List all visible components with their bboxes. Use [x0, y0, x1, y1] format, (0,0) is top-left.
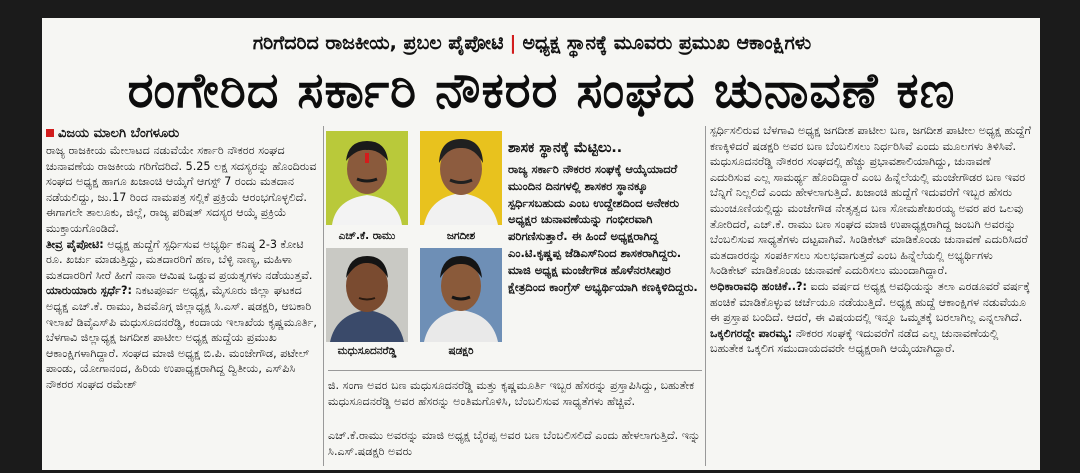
col1-para-2-lead: ತೀವ್ರ ಪೈಪೋಟಿ: — [46, 237, 104, 251]
bottom-para-1: ಜಿ. ಸಂಗಾ ಅವರ ಬಣ ಮಧುಸೂದನರೆಡ್ಡಿ ಮತ್ತು ಕೃಷ್ಣಮೂರ್ತಿ ಇಬ್ಬರ ಹೆಸರನ್ನು ಪ್ರಸ್ತಾಪಿಸಿದ್ದು, ಬಹುತೇಕ ಮಧುಸೂದನರೆಡ್ಡಿ ಅವರ ಹೆಸರನ್ನು ಅಂತಿಮಗೊಳಿಸಿ, ಬೆಂಬಲಿಸುವ ಸಾಧ್ಯತೆಗಳು ಹೆಚ್ಚಿವೆ. — [328, 379, 695, 408]
col3-para-4-text: ನೌಕರರ ಸಂಘಕ್ಕೆ ಇದುವರೆಗೆ ನಡೆದ ಎಲ್ಲ ಚುನಾವಣೆಯಲ್ಲಿ ಬಹುತೇಕ ಒಕ್ಕಲಿಗ ಸಮುದಾಯದವರೇ ಅಧ್ಯಕ್ಷರಾಗಿ ಆಯ್ಕೆಯಾಗಿದ್ದಾರೆ. — [710, 326, 999, 356]
photo-caption-3: ಮಧುಸೂದನರೆಡ್ಡಿ — [337, 345, 397, 357]
column-1 — [46, 143, 318, 463]
col1-para-2-text: ಅಧ್ಯಕ್ಷ ಹುದ್ದೆಗೆ ಸ್ಪರ್ಧಿಸುವ ಅಭ್ಯರ್ಥಿ ಕನಿಷ್ಠ 2-3 ಕೋಟಿ ರೂ. ಖರ್ಚು ಮಾಡುತ್ತಿದ್ದು, ಮತದಾರರಿಗೆ ಹಣ, ಬೆಳ್ಳಿ ನಾಣ್ಯ, ಮಹಿಳಾ ಮತದಾರರಿಗೆ ಸೀರೆ ಹೀಗೆ ನಾನಾ ಆಮಿಷ ಒಡ್ಡುವ ಪ್ರಯತ್ನಗಳು ನಡೆಯುತ್ತವೆ. — [46, 237, 313, 282]
newspaper-clipping — [42, 18, 1040, 470]
sidebar-body: ರಾಜ್ಯ ಸರ್ಕಾರಿ ನೌಕರರ ಸಂಘಕ್ಕೆ ಆಯ್ಕೆಯಾದರೆ ಮುಂದಿನ ದಿನಗಳಲ್ಲಿ ಶಾಸಕರ ಸ್ಥಾನಕ್ಕೂ ಸ್ಪರ್ಧಿಸಬಹುದು ಎಂಬ ಉದ್ದೇಶದಿಂದ ಅನೇಕರು ಅಧ್ಯಕ್ಷರ ಚುನಾವಣೆಯನ್ನು ಗಂಭೀರವಾಗಿ ಪರಿಗಣಿಸುತ್ತಾರೆ. ಈ ಹಿಂದೆ ಅಧ್ಯಕ್ಷರಾಗಿದ್ದ ಎಂ.ಟಿ.ಕೃಷ್ಣಪ್ಪ ಜೆಡಿಎಸ್‌ನಿಂದ ಶಾಸಕರಾಗಿದ್ದರು. ಮಾಜಿ ಅಧ್ಯಕ್ಷ ಮಂಜೇಗೌಡ ಹೊಳೆನರಸೀಪುರ ಕ್ಷೇತ್ರದಿಂದ ಕಾಂಗ್ರೆಸ್ ಅಭ್ಯರ್ಥಿಯಾಗಿ ಕಣಕ್ಕಿಳಿದಿದ್ದರು. — [508, 162, 698, 294]
col3-para-4 — [710, 326, 1032, 357]
photo-caption-2: ಜಗದೀಶ — [446, 230, 476, 242]
col1-para-3-text: ನಿಕಟಪೂರ್ವ ಅಧ್ಯಕ್ಷ, ಮೈಸೂರು ಜಿಲ್ಲಾ ಘಟಕದ ಅಧ್ಯಕ್ಷ ಎಚ್.ಕೆ. ರಾಮು, ಶಿವಮೊಗ್ಗ ಜಿಲ್ಲಾಧ್ಯಕ್ಷ ಸಿ.ಎಸ್. ಷಡಕ್ಷರಿ, ಆಬಕಾರಿ ಇಲಾಖೆ ಡಿವೈಎಸ್‌ಪಿ ಮಧುಸೂದನರೆಡ್ಡಿ, ಕಂದಾಯ ಇಲಾಖೆಯ ಕೃಷ್ಣಮೂರ್ತಿ, ಬೆಳಗಾವಿ ಜಿಲ್ಲಾಧ್ಯಕ್ಷ ಜಗದೀಶ ಪಾಟೀಲ ಅಧ್ಯಕ್ಷ ಹುದ್ದೆಯ ಪ್ರಮುಖ ಆಕಾಂಕ್ಷಿಗಳಾಗಿದ್ದಾರೆ. ಸಂಘದ ಮಾಜಿ ಅಧ್ಯಕ್ಷ ಬಿ.ಪಿ. ಮಂಜೇಗೌಡ, ಪಟೇಲ್ ಪಾಂಡು, ಯೋಗಾನಂದ, ಹಿರಿಯ ಉಪಾಧ್ಯಕ್ಷರಾಗಿದ್ದ ದ್ವಿತೀಯ, ಎಸ್‌ಪಿಸಿ ನೌಕರರ ಸಂಘದ ರಮೇಶ್ — [46, 284, 317, 391]
bottom-para-2: ಎಚ್.ಕೆ.ರಾಮು ಅವರನ್ನು ಮಾಜಿ ಅಧ್ಯಕ್ಷ ಬೈರಪ್ಪ ಅವರ ಬಣ ಬೆಂಬಲಿಸಲಿದೆ ಎಂದು ಹೇಳಲಾಗುತ್ತಿದೆ. ಇನ್ನು ಸಿ.ಎಸ್.ಷಡಕ್ಷರಿ ಅವರು — [328, 429, 701, 458]
byline-text: ವಿಜಯ ಮಾಲಗಿ ಬೆಂಗಳೂರು — [58, 126, 180, 141]
col3-para-2: ಮಧುಸೂದನರೆಡ್ಡಿ ನೌಕರರ ಸಂಘದಲ್ಲಿ ಹೆಚ್ಚು ಪ್ರಭಾವಶಾಲಿಯಾಗಿದ್ದು, ಚುನಾವಣೆ ಎದುರಿಸುವ ಎಲ್ಲ ಸಾಮರ್ಥ್ಯ ಹೊಂದಿದ್ದಾರೆ ಎಂಬ ಹಿನ್ನೆಲೆಯಲ್ಲಿ ಮಂಜೇಗೌಡರ ಬಣ ಇವರ ಬೆನ್ನಿಗೆ ನಿಲ್ಲಲಿದೆ ಎಂದು ಹೇಳಲಾಗುತ್ತಿದೆ. ಖಜಾಂಚಿ ಹುದ್ದೆಗೆ ಇದುವರೆಗೆ ಇಬ್ಬರ ಹೆಸರು ಮುಂಚೂಣಿಯಲ್ಲಿದ್ದು ಮಂಜೇಗೌಡ ನೇತೃತ್ವದ ಬಣ ಸೋಮಶೇಖರಯ್ಯ ಅವರ ಪರ ಒಲವು ತೋರಿದರೆ, ಎಚ್.ಕೆ. ರಾಮು ಬಣ ಸಂಘದ ಮಾಜಿ ಉಪಾಧ್ಯಕ್ಷರಾಗಿದ್ದ ಜಂಬಗಿ ಅವರನ್ನು ಬೆಂಬಲಿಸುವ ಸಾಧ್ಯತೆಗಳು ದಟ್ಟವಾಗಿವೆ. ಸಿಂಡಿಕೇಟ್ ಮಾಡಿಕೊಂಡು ಚುನಾವಣೆ ಎದುರಿಸಿದರೆ ಮತದಾರರನ್ನು ಸಂಪರ್ಕಿಸಲು ಸುಲಭವಾಗುತ್ತದೆ ಎಂಬ ಹಿನ್ನೆಲೆಯಲ್ಲಿ ಅಭ್ಯರ್ಥಿಗಳು ಸಿಂಡಿಕೇಟ್ ಮಾಡಿಕೊಂಡು ಚುನಾವಣೆ ಎದುರಿಸಲು ಮುಂದಾಗಿದ್ದಾರೆ. — [710, 155, 1028, 278]
byline — [46, 126, 179, 141]
column-divider — [705, 126, 706, 466]
red-square-icon — [46, 129, 54, 137]
col1-para-2 — [46, 237, 318, 284]
kicker-left: ಗರಿಗೆದರಿದ ರಾಜಕೀಯ, ಪ್ರಬಲ ಪೈಪೋಟಿ — [252, 32, 504, 54]
photo-shadakshari — [420, 248, 502, 342]
sidebar-title: ಶಾಸಕ ಸ್ಥಾನಕ್ಕೆ ಮೆಟ್ಟಿಲು.. — [508, 140, 623, 156]
col3-para-3 — [710, 279, 1032, 326]
headline: ರಂಗೇರಿದ ಸರ್ಕಾರಿ ನೌಕರರ ಸಂಘದ ಚುನಾವಣೆ ಕಣ — [127, 62, 956, 119]
col3-para-1: ಸ್ಪರ್ಧಿಸಲಿರುವ ಬೆಳಗಾವಿ ಅಧ್ಯಕ್ಷ ಜಗದೀಶ ಪಾಟೀಲ ಬಣ, ಜಗದೀಶ ಪಾಟೀಲ ಅಧ್ಯಕ್ಷ ಹುದ್ದೆಗೆ ಕಣಕ್ಕಿಳಿದರೆ ಷಡಕ್ಷರಿ ಅವರ ಬಣ ಬೆಂಬಲಿಸಲು ನಿರ್ಧರಿಸಿವೆ ಎಂದು ಮೂಲಗಳು ತಿಳಿಸಿವೆ. — [710, 124, 1032, 153]
horizontal-divider — [328, 370, 702, 371]
photo-madhusudan-reddy — [326, 248, 408, 342]
kicker-separator: | — [509, 32, 517, 54]
photo-caption-4: ಷಡಕ್ಷರಿ — [448, 345, 474, 357]
col3-para-3-text: ಐದು ವರ್ಷದ ಅಧ್ಯಕ್ಷ ಅವಧಿಯನ್ನು ತಲಾ ಎರಡೂವರೆ ವರ್ಷಕ್ಕೆ ಹಂಚಿಕೆ ಮಾಡಿಕೊಳ್ಳುವ ಚರ್ಚೆಯೂ ನಡೆಯುತ್ತಿದೆ. ಅಧ್ಯಕ್ಷ ಹುದ್ದೆ ಆಕಾಂಕ್ಷಿಗಳ ನಡುವೆಯೂ ಈ ಪ್ರಸ್ತಾಪ ಬಂದಿದೆ. ಆದರೆ, ಈ ವಿಷಯದಲ್ಲಿ ಇನ್ನೂ ಒಮ್ಮತಕ್ಕೆ ಬರಲಾಗಿಲ್ಲ ಎನ್ನಲಾಗಿದೆ. — [710, 279, 1031, 325]
col1-para-3 — [46, 283, 318, 392]
col1-para-3-lead: ಯಾರುಯಾರು ಸ್ಪರ್ಧೆ?: — [46, 284, 132, 298]
col3-para-3-lead: ಅಧಿಕಾರಾವಧಿ ಹಂಚಿಕೆ..?: — [710, 279, 807, 293]
col1-para-1: ರಾಜ್ಯ ರಾಜಕೀಯ ಮೇಲಾಟದ ನಡುವೆಯೇ ಸರ್ಕಾರಿ ನೌಕರರ ಸಂಘದ ಚುನಾವಣೆಯ ರಾಜಕೀಯ ಗರಿಗೆದರಿದೆ. 5.25 ಲಕ್ಷ ಸದಸ್ಯರನ್ನು ಹೊಂದಿರುವ ಸಂಘದ ಅಧ್ಯಕ್ಷ ಹಾಗೂ ಖಜಾಂಚಿ ಆಯ್ಕೆಗೆ ಆಗಸ್ಟ್ 7 ರಂದು ಮತದಾನ ನಡೆಯಲಿದ್ದು, ಜು.17 ರಿಂದ ನಾಮಪತ್ರ ಸಲ್ಲಿಕೆ ಪ್ರಕ್ರಿಯೆ ಆರಂಭಗೊಳ್ಳಲಿದೆ. ಈಗಾಗಲೇ ತಾಲೂಕು, ಜಿಲ್ಲೆ, ರಾಜ್ಯ ಪರಿಷತ್ ಸದಸ್ಯರ ಆಯ್ಕೆ ಪ್ರಕ್ರಿಯೆ ಮುಕ್ತಾಯಗೊಂಡಿದೆ. — [46, 144, 317, 235]
column-divider — [323, 126, 324, 466]
kicker-line — [132, 32, 932, 54]
kicker-right: ಅಧ್ಯಕ್ಷ ಸ್ಥಾನಕ್ಕೆ ಮೂವರು ಪ್ರಮುಖ ಆಕಾಂಕ್ಷಿಗಳು — [522, 32, 812, 54]
col3-para-4-lead: ಒಕ್ಕಲಿಗರದ್ದೇ ಪಾರಮ್ಯ: — [710, 326, 793, 340]
photo-hk-ramu — [326, 131, 408, 225]
photo-caption-1: ಎಚ್.ಕೆ. ರಾಮು — [338, 230, 396, 242]
column-3 — [710, 123, 1032, 468]
photo-jagadish — [420, 131, 502, 225]
